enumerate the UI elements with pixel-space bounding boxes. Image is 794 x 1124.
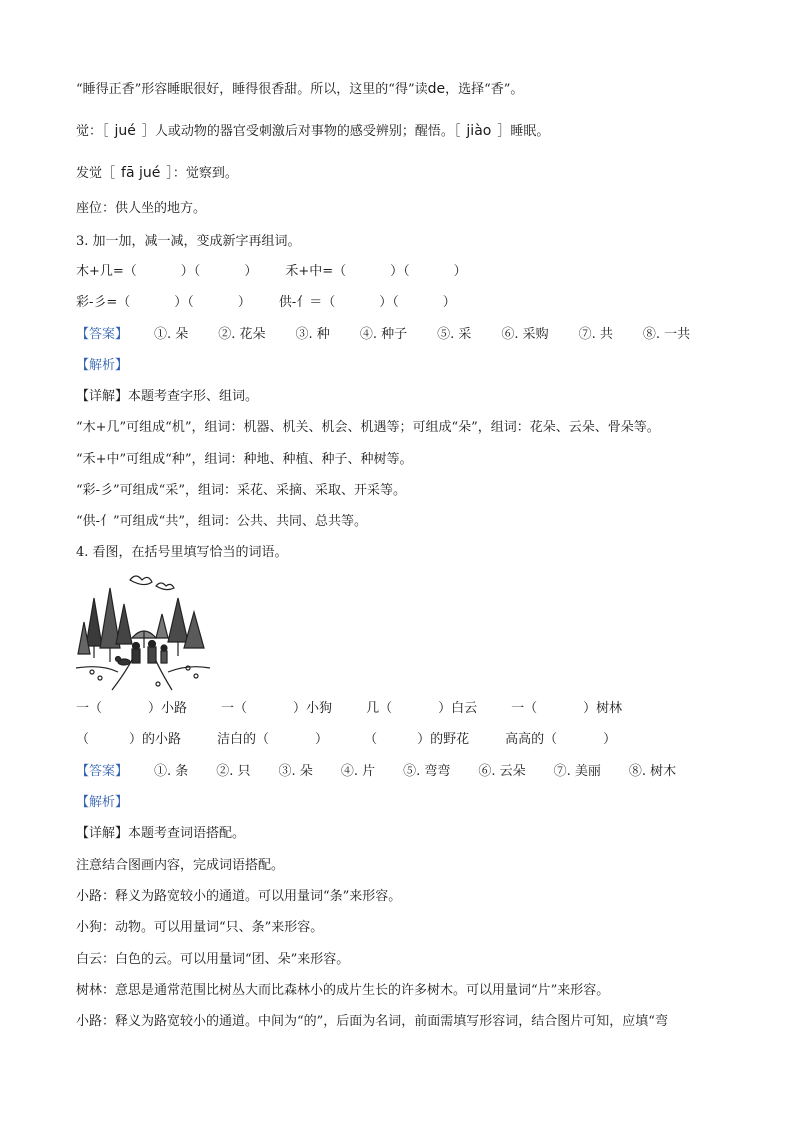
answer-label: 【答案】 [76,764,129,779]
q3-blank-item: 供-亻＝（ [278,295,336,310]
q4-blank-item: （ [364,732,378,747]
q4-title: 4. 看图，在括号里填写恰当的词语。 [76,545,288,560]
fajue-label: 发觉［ [76,166,116,181]
q4-explanation-line: 白云：白色的云。可以用量词“团、朵”来形容。 [76,952,350,967]
detail-text: 本题考查字形、组词。 [128,389,259,404]
answer-item: ⑤. 采 [437,327,472,342]
answer-item: ③. 朵 [278,764,313,779]
q4-blank-item: 洁白的（ [217,732,270,747]
jue-label: 觉：［ [76,124,109,139]
detail-text: 本题考查词语搭配。 [128,826,246,841]
q3-detail [76,388,258,406]
intro-text: “睡得正香”形容睡眠很好，睡得很香甜。所以，这里的“得”读 [76,82,428,97]
q4-explanation-line: 注意结合图画内容，完成词语搭配。 [76,858,285,873]
q3-blank-item: 彩-彡=（ [76,295,131,310]
q3-blank-item: ） [453,264,467,279]
q4-blank-item: ） [315,732,329,747]
answer-item: ③. 种 [295,327,330,342]
q3-blank-item: ）（ [379,295,399,310]
pinyin: de [427,81,446,97]
jue-meaning: ］睡眠。 [497,124,550,139]
q3-blank-item: ） [237,295,251,310]
answer-item: ②. 只 [216,764,251,779]
q4-answer-line [76,763,676,781]
forest-path-illustration [72,568,212,692]
answer-item: ⑦. 共 [578,327,613,342]
fajue-definition [76,164,238,183]
q4-detail [76,825,245,843]
q3-blank-item: 木+几=（ [76,264,137,279]
q4-blank-item: ）小路 [148,701,188,716]
q4-blank-item: ）白云 [438,701,478,716]
q4-blank-item: ）小狗 [293,701,333,716]
jue-meaning: ］人或动物的器官受刺激后对事物的感受辨别；醒悟。［ [141,124,461,139]
q4-row2 [76,731,616,749]
q4-blank-item: 几（ [366,701,393,716]
intro-de-line [76,80,523,99]
fajue-meaning: ］：觉察到。 [166,166,238,181]
q3-explanation-line: “供-亻”可组成“共”，组词：公共、共同、总共等。 [76,514,367,529]
answer-label: 【答案】 [76,327,129,342]
q4-explanation-line: 树林：意思是通常范围比树丛大而比森林小的成片生长的许多树木。可以用量词“片”来形容。 [76,983,610,998]
q4-blank-item: ）的野花 [417,732,470,747]
q4-blank-item: （ [76,732,90,747]
q3-row2 [76,294,456,312]
q3-blank-item: ） [244,264,258,279]
q4-blank-item: ）的小路 [129,732,182,747]
q4-row1 [76,700,622,718]
answer-item: ⑧. 树木 [628,764,677,779]
pinyin: jiào [466,123,492,139]
answer-item: ①. 条 [154,764,189,779]
q4-explanation-line: 小路：释义为路宽较小的通道。中间为“的”，后面为名词，前面需填写形容词，结合图片可知，应填“弯 [76,1014,668,1029]
q4-blank-item: ）树林 [583,701,623,716]
q4-blank-item: ） [603,732,617,747]
pinyin: fā jué [121,165,161,181]
intro-text: ，选择“香”。 [445,82,524,97]
q3-row1 [76,263,467,281]
q4-blank-item: 一（ [511,701,538,716]
answer-item: ①. 朵 [154,327,189,342]
q3-blank-item: ） [442,295,456,310]
q4-blank-item: 一（ [76,701,103,716]
detail-label: 【详解】 [76,389,129,404]
q3-blank-item: ）（ [174,295,194,310]
q4-analysis-label: 【解析】 [76,795,129,810]
q3-blank-item: ）（ [180,264,201,279]
zuowei-definition: 座位：供人坐的地方。 [76,201,207,216]
q3-explanation-line: “禾+中”可组成“种”，组词：种地、种植、种子、种树等。 [76,452,413,467]
answer-item: ④. 种子 [359,327,408,342]
q4-blank-item: 高高的（ [505,732,558,747]
answer-item: ⑦. 美丽 [553,764,601,779]
q3-blank-item: ）（ [390,264,410,279]
q3-analysis-label: 【解析】 [76,358,129,373]
q4-explanation-line: 小狗：动物。可以用量词“只、条”来形容。 [76,920,324,935]
q3-explanation-line: “木+几”可组成“机”，组词：机器、机关、机会、机遇等；可组成“朵”，组词：花朵、云朵、骨朵等。 [76,420,660,435]
pinyin: jué [114,123,136,139]
answer-item: ⑥. 云朵 [478,764,526,779]
answer-item: ⑤. 弯弯 [403,764,451,779]
q4-explanation-line: 小路：释义为路宽较小的通道。可以用量词“条”来形容。 [76,889,402,904]
answer-item: ④. 片 [340,764,376,779]
jue-definition [76,122,549,141]
answer-item: ⑧. 一共 [642,327,691,342]
q3-answer-line [76,326,690,344]
q3-title: 3. 加一加，减一减，变成新字再组词。 [76,234,301,249]
q4-blank-item: 一（ [221,701,248,716]
answer-item: ⑥. 采购 [501,327,549,342]
q3-explanation-line: “彩-彡”可组成“采”，组词：采花、采摘、采取、开采等。 [76,483,406,498]
q3-blank-item: 禾+中=（ [285,264,347,279]
answer-item: ②. 花朵 [218,327,266,342]
detail-label: 【详解】 [76,826,129,841]
